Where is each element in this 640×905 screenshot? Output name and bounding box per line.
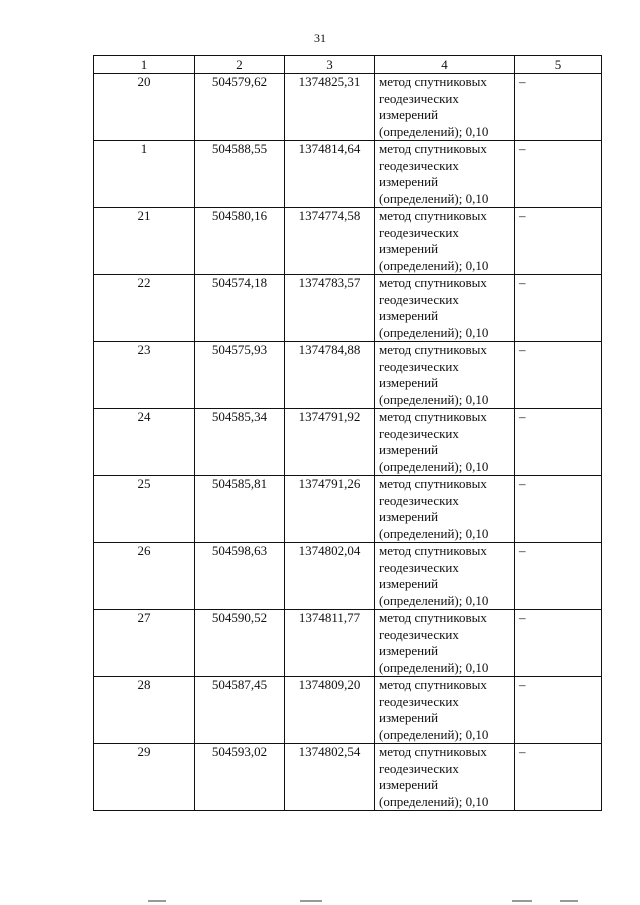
method-text-line: (определений); 0,10 [379, 525, 489, 541]
method-text-line: (определений); 0,10 [379, 190, 489, 206]
table-row [94, 543, 602, 610]
note-dash: – [519, 74, 526, 89]
point-number-cell: 23 [94, 342, 195, 409]
x-coordinate-cell: 504574,18 [195, 275, 285, 342]
point-number-cell: 24 [94, 409, 195, 476]
method-text-line: метод спутниковых [379, 744, 487, 759]
method-cell [375, 543, 515, 610]
method-text-line: геодезических [379, 626, 459, 642]
note-cell [515, 409, 602, 476]
column-header: 5 [515, 56, 602, 74]
method-text-line: измерений [379, 509, 439, 524]
note-dash: – [519, 476, 526, 491]
x-coordinate-cell: 504575,93 [195, 342, 285, 409]
method-text-line: геодезических [379, 559, 459, 575]
y-coordinate-cell: 1374791,26 [285, 476, 375, 543]
y-coordinate-cell: 1374825,31 [285, 74, 375, 141]
table-row [94, 476, 602, 543]
x-coordinate-cell: 504598,63 [195, 543, 285, 610]
y-coordinate-cell: 1374811,77 [285, 610, 375, 677]
note-dash: – [519, 744, 526, 759]
y-coordinate-cell: 1374802,04 [285, 543, 375, 610]
point-number-cell: 27 [94, 610, 195, 677]
x-coordinate-cell: 504588,55 [195, 141, 285, 208]
x-coordinate-cell: 504585,34 [195, 409, 285, 476]
method-text-line: метод спутниковых [379, 543, 487, 558]
point-number-cell: 21 [94, 208, 195, 275]
point-number-cell: 26 [94, 543, 195, 610]
method-text-line: геодезических [379, 291, 459, 307]
method-text-line: геодезических [379, 90, 459, 106]
note-dash: – [519, 409, 526, 424]
x-coordinate-cell: 504587,45 [195, 677, 285, 744]
note-dash: – [519, 677, 526, 692]
note-dash: – [519, 141, 526, 156]
table-row [94, 677, 602, 744]
method-text-line: метод спутниковых [379, 476, 487, 491]
point-number-cell: 28 [94, 677, 195, 744]
note-cell [515, 610, 602, 677]
note-dash: – [519, 275, 526, 290]
method-text-line: (определений); 0,10 [379, 726, 489, 742]
method-text-line: метод спутниковых [379, 677, 487, 692]
table-row [94, 208, 602, 275]
x-coordinate-cell: 504590,52 [195, 610, 285, 677]
point-number-cell: 22 [94, 275, 195, 342]
y-coordinate-cell: 1374809,20 [285, 677, 375, 744]
scan-edge-marks [0, 898, 640, 905]
y-coordinate-cell: 1374783,57 [285, 275, 375, 342]
note-cell [515, 744, 602, 811]
point-number-cell: 20 [94, 74, 195, 141]
x-coordinate-cell: 504579,62 [195, 74, 285, 141]
point-number-cell: 1 [94, 141, 195, 208]
table-row [94, 275, 602, 342]
note-cell [515, 677, 602, 744]
x-coordinate-cell: 504580,16 [195, 208, 285, 275]
x-coordinate-cell: 504585,81 [195, 476, 285, 543]
method-text-line: измерений [379, 375, 439, 390]
method-cell [375, 208, 515, 275]
column-header: 3 [285, 56, 375, 74]
method-cell [375, 476, 515, 543]
method-text-line: (определений); 0,10 [379, 123, 489, 139]
note-cell [515, 476, 602, 543]
method-text-line: (определений); 0,10 [379, 257, 489, 273]
note-dash: – [519, 543, 526, 558]
point-number-cell: 29 [94, 744, 195, 811]
y-coordinate-cell: 1374784,88 [285, 342, 375, 409]
method-text-line: геодезических [379, 425, 459, 441]
method-cell [375, 74, 515, 141]
y-coordinate-cell: 1374791,92 [285, 409, 375, 476]
method-text-line: метод спутниковых [379, 208, 487, 223]
method-text-line: измерений [379, 777, 439, 792]
method-text-line: (определений); 0,10 [379, 659, 489, 675]
method-text-line: (определений); 0,10 [379, 458, 489, 474]
y-coordinate-cell: 1374774,58 [285, 208, 375, 275]
page-number: 31 [314, 31, 326, 45]
method-text-line: геодезических [379, 358, 459, 374]
method-text-line: геодезических [379, 157, 459, 173]
method-text-line: измерений [379, 710, 439, 725]
column-header: 4 [375, 56, 515, 74]
method-cell [375, 141, 515, 208]
method-cell [375, 342, 515, 409]
method-text-line: метод спутниковых [379, 610, 487, 625]
method-text-line: метод спутниковых [379, 74, 487, 89]
table-header-row [94, 56, 602, 74]
table-row [94, 141, 602, 208]
table-body [94, 74, 602, 811]
table-row [94, 610, 602, 677]
table-row [94, 409, 602, 476]
x-coordinate-cell: 504593,02 [195, 744, 285, 811]
note-cell [515, 543, 602, 610]
note-cell [515, 141, 602, 208]
y-coordinate-cell: 1374802,54 [285, 744, 375, 811]
note-cell [515, 342, 602, 409]
method-text-line: измерений [379, 442, 439, 457]
method-text-line: (определений); 0,10 [379, 324, 489, 340]
note-cell [515, 208, 602, 275]
method-text-line: геодезических [379, 224, 459, 240]
method-text-line: измерений [379, 643, 439, 658]
method-text-line: геодезических [379, 693, 459, 709]
y-coordinate-cell: 1374814,64 [285, 141, 375, 208]
method-cell [375, 409, 515, 476]
method-text-line: метод спутниковых [379, 275, 487, 290]
method-text-line: метод спутниковых [379, 342, 487, 357]
note-dash: – [519, 208, 526, 223]
method-text-line: (определений); 0,10 [379, 391, 489, 407]
method-cell [375, 744, 515, 811]
column-header: 1 [94, 56, 195, 74]
point-number-cell: 25 [94, 476, 195, 543]
table-row [94, 342, 602, 409]
note-dash: – [519, 342, 526, 357]
method-cell [375, 610, 515, 677]
column-header: 2 [195, 56, 285, 74]
table-row [94, 744, 602, 811]
method-cell [375, 677, 515, 744]
method-text-line: метод спутниковых [379, 141, 487, 156]
coordinates-table [93, 55, 602, 811]
method-text-line: метод спутниковых [379, 409, 487, 424]
method-text-line: геодезических [379, 760, 459, 776]
note-dash: – [519, 610, 526, 625]
method-text-line: геодезических [379, 492, 459, 508]
method-text-line: измерений [379, 576, 439, 591]
method-text-line: (определений); 0,10 [379, 592, 489, 608]
method-text-line: (определений); 0,10 [379, 793, 489, 809]
method-text-line: измерений [379, 174, 439, 189]
table-row [94, 74, 602, 141]
method-text-line: измерений [379, 241, 439, 256]
note-cell [515, 275, 602, 342]
method-text-line: измерений [379, 107, 439, 122]
method-cell [375, 275, 515, 342]
note-cell [515, 74, 602, 141]
method-text-line: измерений [379, 308, 439, 323]
